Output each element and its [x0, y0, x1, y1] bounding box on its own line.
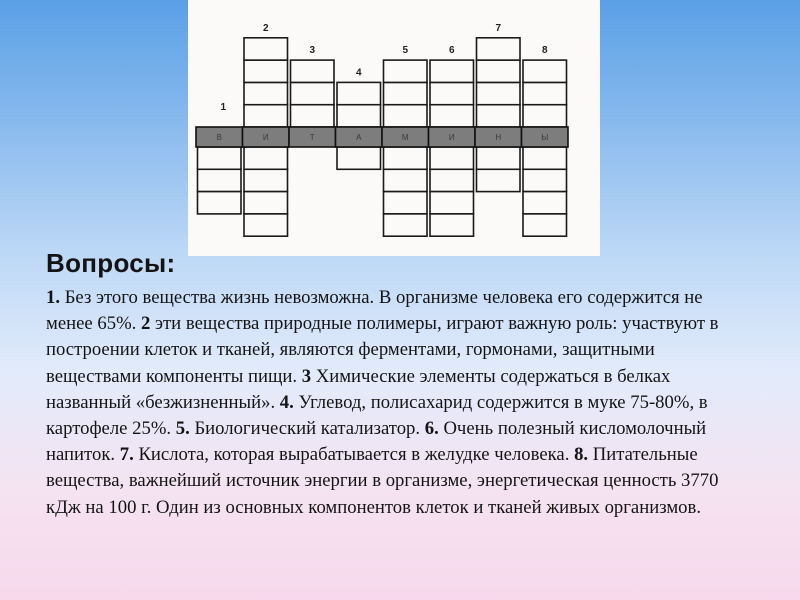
clue-number: 6 — [448, 45, 455, 57]
crossword-cell — [477, 38, 521, 60]
crossword-cell — [244, 169, 288, 191]
crossword-cell — [198, 169, 242, 191]
crossword-cell — [523, 147, 567, 169]
questions-section — [46, 248, 751, 521]
question-text: Кислота, которая вырабатывается в желудке человека. — [133, 444, 575, 466]
clue-number: 3 — [309, 45, 316, 57]
crossword-cell — [244, 38, 288, 60]
clue-number: 5 — [402, 45, 409, 57]
question-text: Химические элементы содержаться в белках названный «безжизненный». — [46, 365, 671, 413]
crossword-cell — [244, 214, 288, 236]
crossword-cell — [430, 192, 474, 214]
crossword-cell — [384, 60, 428, 82]
question-text: Без этого вещества жизнь невозможна. В организме человека его содержится не менее 65%. — [46, 287, 703, 335]
crossword-image — [188, 0, 600, 256]
clue-number: 7 — [495, 22, 502, 34]
crossword-cell — [430, 60, 474, 82]
crossword-cell — [198, 147, 242, 169]
key-row-letter: М — [401, 133, 409, 142]
key-row-letter: И — [448, 133, 455, 142]
crossword-cell — [384, 82, 428, 104]
crossword-cell — [523, 169, 567, 191]
crossword-cell — [477, 82, 521, 104]
crossword-grid — [188, 0, 600, 256]
question-number: 1. — [46, 287, 61, 308]
key-row-letter: А — [356, 133, 362, 142]
crossword-cell — [291, 82, 335, 104]
question-number: 8. — [574, 444, 589, 466]
crossword-cell — [384, 147, 428, 169]
crossword-cell — [244, 147, 288, 169]
question-text: Углевод, полисахарид содержится в муке 75-80%, в картофеле 25%. — [46, 391, 708, 440]
key-row-letter: И — [262, 133, 269, 142]
crossword-cell — [523, 105, 567, 127]
crossword-cell — [244, 60, 288, 82]
key-row-letter: Ы — [541, 133, 549, 142]
crossword-cell — [430, 147, 474, 169]
crossword-cell — [523, 60, 567, 82]
crossword-cell — [337, 82, 381, 104]
crossword-cell — [477, 105, 521, 127]
crossword-cell — [291, 105, 335, 127]
crossword-cell — [477, 60, 521, 82]
key-row-letter: Н — [495, 133, 502, 142]
key-row-letter: Т — [309, 133, 315, 142]
questions-heading: Вопросы: — [46, 248, 176, 278]
crossword-cell — [430, 214, 474, 236]
question-number: 3 — [301, 365, 312, 387]
question-number: 2 — [140, 313, 151, 335]
crossword-cell — [430, 82, 474, 104]
crossword-cell — [291, 60, 335, 82]
crossword-cell — [384, 105, 428, 127]
crossword-cell — [523, 214, 567, 236]
clue-number: 2 — [262, 22, 269, 34]
crossword-cell — [244, 82, 288, 104]
clue-number: 1 — [220, 102, 227, 113]
crossword-cell — [244, 105, 288, 127]
clue-number: 4 — [355, 67, 362, 79]
crossword-cell — [384, 192, 428, 214]
question-number: 6. — [424, 418, 439, 440]
crossword-cell — [337, 147, 381, 169]
crossword-cell — [477, 147, 521, 169]
question-number: 5. — [175, 418, 190, 440]
crossword-cell — [430, 169, 474, 191]
crossword-cell — [384, 169, 428, 191]
crossword-cell — [477, 169, 521, 191]
crossword-cell — [523, 192, 567, 214]
key-row-letter: В — [216, 133, 222, 142]
crossword-cell — [430, 105, 474, 127]
question-text: Очень полезный кисломолочный напиток. — [46, 418, 707, 466]
question-text: эти вещества природные полимеры, играют важную роль: участвуют в построении клеток и тканей, являются ферментами, гормонами, защитными веществами компоненты пищи. — [46, 313, 719, 387]
clue-number: 8 — [541, 45, 548, 57]
crossword-cell — [337, 105, 381, 127]
crossword-cell — [198, 192, 242, 214]
question-text: Биологический катализатор. — [189, 418, 425, 440]
crossword-cell — [384, 214, 428, 236]
question-number: 7. — [119, 444, 134, 466]
crossword-cell — [244, 192, 288, 214]
question-text: Питательные вещества, важнейший источник энергии в организме, энергетическая ценность 3770 кДж на 100 г. Один из основных компонентов клеток и тканей живых организмов. — [46, 444, 719, 518]
questions-body — [46, 285, 751, 521]
crossword-cell — [523, 82, 567, 104]
question-number: 4. — [279, 391, 294, 413]
